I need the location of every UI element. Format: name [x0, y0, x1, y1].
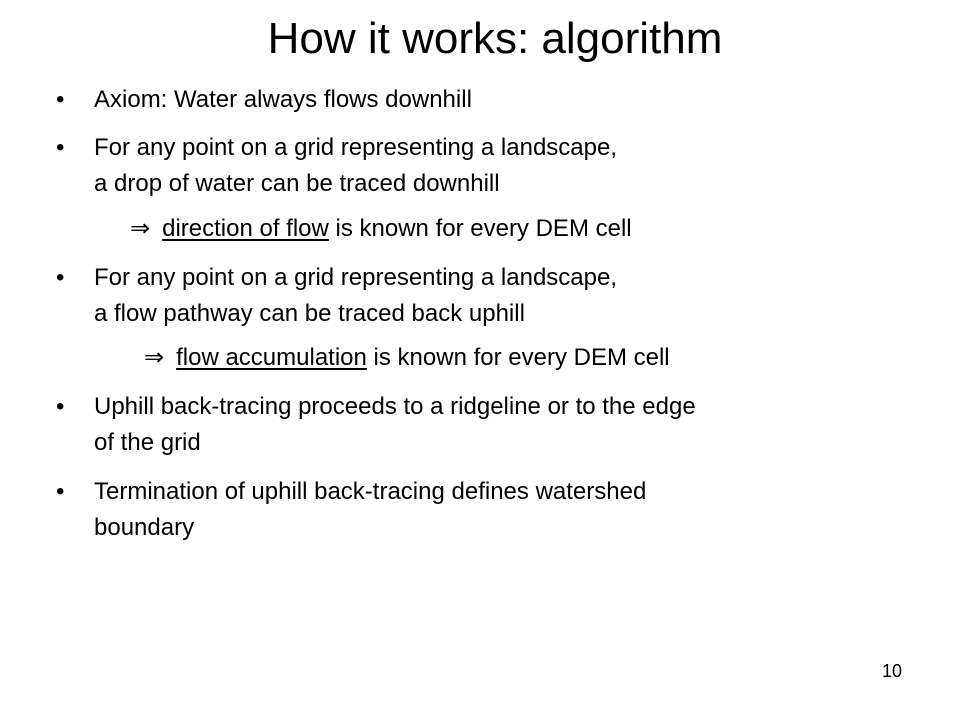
bullet-text: Uphill back-tracing proceeds to a ridgeline or to the edge	[94, 393, 696, 420]
implies-arrow-icon: ⇒	[144, 343, 165, 371]
implication-text: is known for every DEM cell	[328, 215, 632, 242]
page-number: 10	[881, 661, 902, 681]
implies-arrow-icon: ⇒	[130, 214, 151, 242]
bullet-text-continued: boundary	[94, 514, 195, 541]
bullet-dot: •	[56, 134, 65, 161]
bullet-item-pathway-traced	[56, 260, 617, 332]
bullet-item-termination	[56, 474, 647, 546]
implication-direction-of-flow	[130, 210, 632, 247]
bullet-dot: •	[56, 86, 65, 113]
bullet-text-continued: a flow pathway can be traced back uphill	[94, 300, 525, 327]
bullet-dot: •	[56, 264, 65, 291]
bullet-text: For any point on a grid representing a landscape,	[94, 134, 617, 161]
bullet-text-continued: a drop of water can be traced downhill	[94, 170, 500, 197]
bullet-item-drop-traced	[56, 130, 617, 202]
implication-text: is known for every DEM cell	[366, 344, 670, 371]
underlined-term: direction of flow	[162, 215, 329, 242]
bullet-text: Axiom: Water always flows downhill	[94, 86, 472, 113]
bullet-text: For any point on a grid representing a landscape,	[94, 264, 617, 291]
underlined-term: flow accumulation	[176, 344, 367, 371]
bullet-text: Termination of uphill back-tracing defines watershed	[94, 478, 647, 505]
bullet-dot: •	[56, 393, 65, 420]
bullet-item-back-tracing	[56, 389, 696, 461]
slide-title: How it works: algorithm	[267, 14, 723, 63]
bullet-text-continued: of the grid	[94, 429, 201, 456]
implication-flow-accumulation	[144, 339, 670, 376]
bullet-dot: •	[56, 478, 65, 505]
bullet-item-axiom	[56, 82, 472, 118]
